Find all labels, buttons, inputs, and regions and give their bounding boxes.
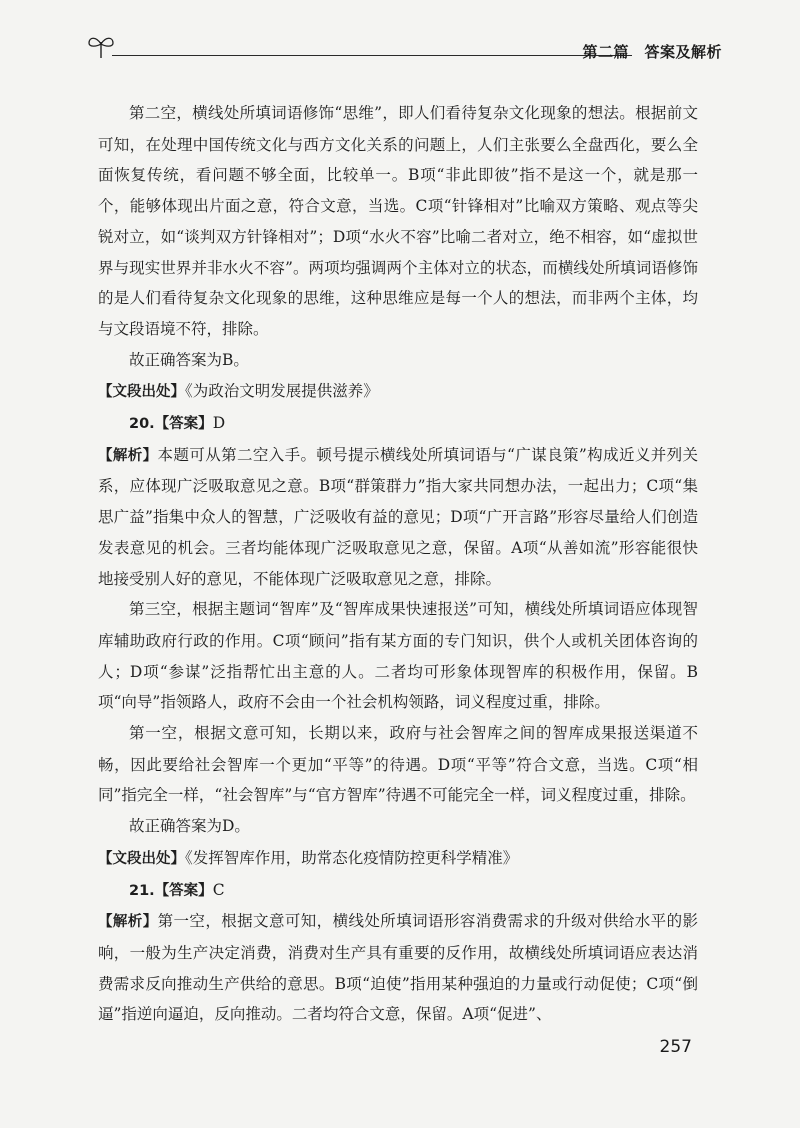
paragraph-text: 第一空，根据文意可知，横线处所填词语形容消费需求的升级对供给水平的影响，一般为生产决定消费，消费对生产具有重要的反作用，故横线处所填词语应表达消费需求反向推动生产供给的意思。B项“迫使”指用某种强迫的力量或行动促使；C项“倒逼”指逆向逼迫，反向推动。二者均符合文意，保留。A项“促进”、 [98, 912, 698, 1024]
paragraph-text: 《发挥智库作用，助常态化疫情防控更科学精准》 [185, 848, 519, 867]
answer-line [98, 408, 698, 440]
analysis-paragraph [98, 440, 698, 595]
body-text [98, 98, 698, 1030]
paragraph-tag: 20.【答案】 [129, 416, 213, 433]
paragraph [98, 98, 698, 345]
running-header [86, 28, 722, 68]
paragraph-tag: 【文段出处】 [98, 850, 185, 867]
header-title: 第二篇 答案及解析 [582, 43, 722, 61]
paragraph-tag: 21.【答案】 [129, 882, 213, 899]
paragraph-text: 第二空，横线处所填词语修饰“思维”，即人们看待复杂文化现象的想法。根据前文可知，在处理中国传统文化与西方文化关系的问题上，人们主张要么全盘西化，要么全面恢复传统，看问题不够全面，比较单一。B项“非此即彼”指不是这一个，就是那一个，能够体现出片面之意，符合文意，当选。C项“针锋相对”比喻双方策略、观点等尖锐对立，如“谈判双方针锋相对”；D项“水火不容”比喻二者对立，绝不相容，如“虚拟世界与现实世界并非水火不容”。两项均强调两个主体对立的状态，而横线处所填词语修饰的是人们看待复杂文化现象的思维，这种思维应是每一个人的想法，而非两个主体，均与文段语境不符，排除。 [98, 104, 698, 338]
paragraph-tag: 【解析】 [98, 914, 158, 931]
paragraph-text: D [212, 414, 226, 433]
paragraph [98, 345, 698, 377]
paragraph-tag: 【解析】 [98, 447, 158, 464]
source-line [98, 376, 698, 408]
paragraph-text: 第三空，根据主题词“智库”及“智库成果快速报送”可知，横线处所填词语应体现智库辅助政府行政的作用。C项“顾问”指有某方面的专门知识，供个人或机关团体咨询的人；D项“参谋”泛指帮忙出主意的人。二者均可形象体现智库的积极作用，保留。B项“向导”指领路人，政府不会由一个社会机构领路，词义程度过重，排除。 [98, 600, 698, 712]
source-line [98, 843, 698, 875]
paragraph [98, 594, 698, 718]
paragraph [98, 718, 698, 811]
header-rule [112, 55, 632, 56]
paragraph-text: 《为政治文明发展提供滋养》 [185, 382, 379, 401]
paragraph-text: C [212, 880, 225, 899]
page-number: 257 [659, 1037, 692, 1057]
answer-line [98, 875, 698, 907]
paragraph-text: 故正确答案为B。 [129, 350, 249, 369]
paragraph-text: 故正确答案为D。 [129, 817, 250, 836]
paragraph-text: 第一空，根据文意可知，长期以来，政府与社会智库之间的智库成果报送渠道不畅，因此要给社会智库一个更加“平等”的待遇。D项“平等”符合文意，当选。C项“相同”指完全一样，“社会智库”与“官方智库”待遇不可能完全一样，词义程度过重，排除。 [98, 724, 698, 805]
analysis-paragraph [98, 906, 698, 1030]
paragraph-text: 本题可从第二空入手。顿号提示横线处所填词语与“广谋良策”构成近义并列关系，应体现广泛吸取意见之意。B项“群策群力”指大家共同想办法，一起出力；C项“集思广益”指集中众人的智慧，广泛吸收有益的意见；D项“广开言路”形容尽量给人们创造发表意见的机会。三者均能体现广泛吸取意见之意，保留。A项“从善如流”形容能很快地接受别人好的意见，不能体现广泛吸取意见之意，排除。 [98, 445, 698, 588]
paragraph-tag: 【文段出处】 [98, 384, 185, 401]
paragraph [98, 811, 698, 843]
